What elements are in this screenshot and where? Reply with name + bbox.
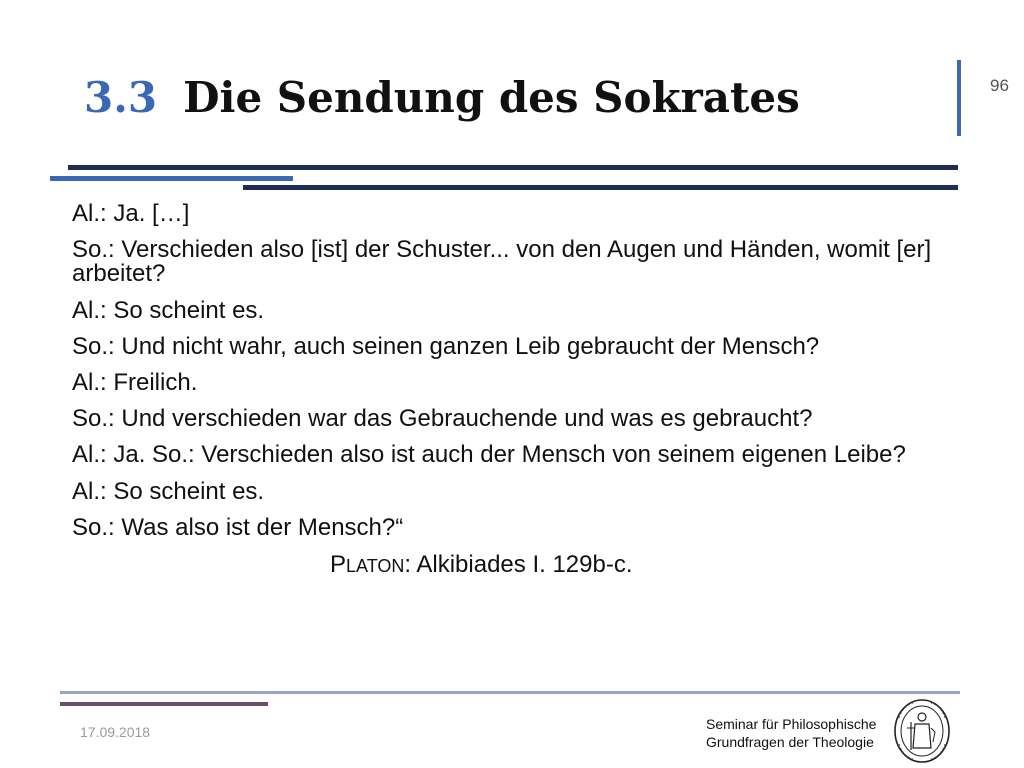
- dialogue-line: Al.: Freilich.: [72, 369, 198, 396]
- citation-source: : Alkibiades I. 129b-c.: [404, 551, 633, 578]
- citation-author-rest: LATON: [346, 556, 405, 576]
- header-rule-top: [68, 165, 958, 170]
- footer-rule: [60, 691, 960, 694]
- org-line-2: Grundfragen der Theologie: [706, 734, 874, 750]
- slide-title: [84, 70, 800, 126]
- dialogue-text: [72, 202, 962, 591]
- university-seal-icon: [893, 698, 951, 764]
- org-line-1: Seminar für Philosophische: [706, 716, 877, 732]
- title-text: Die Sendung des Sokrates: [183, 73, 800, 122]
- citation-author-initial: P: [330, 551, 347, 578]
- dialogue-line: Al.: Ja. So.: Verschieden also ist auch der Mensch von seinem eigenen Leibe?: [72, 441, 906, 468]
- page-number: 96: [990, 76, 1009, 95]
- dialogue-line: So.: Verschieden also [ist] der Schuster... von den Augen und Händen, womit [er] arbeitet?: [72, 236, 932, 287]
- header-rule-accent: [50, 176, 293, 181]
- footer-organization: [706, 715, 876, 751]
- citation: [72, 553, 962, 578]
- header-rule-bottom: [243, 185, 958, 190]
- dialogue-line: So.: Und verschieden war das Gebrauchende und was es gebraucht?: [72, 405, 813, 432]
- title-vertical-divider: [957, 60, 961, 136]
- dialogue-line: Al.: So scheint es.: [72, 478, 265, 505]
- dialogue-line: Al.: So scheint es.: [72, 297, 265, 324]
- footer-date: 17.09.2018: [80, 724, 151, 740]
- footer-rule-accent: [60, 702, 268, 706]
- section-number: 3.3: [84, 73, 158, 122]
- dialogue-line: Al.: Ja. […]: [72, 200, 190, 227]
- dialogue-line: So.: Was also ist der Mensch?“: [72, 514, 404, 541]
- dialogue-line: So.: Und nicht wahr, auch seinen ganzen Leib gebraucht der Mensch?: [72, 333, 820, 360]
